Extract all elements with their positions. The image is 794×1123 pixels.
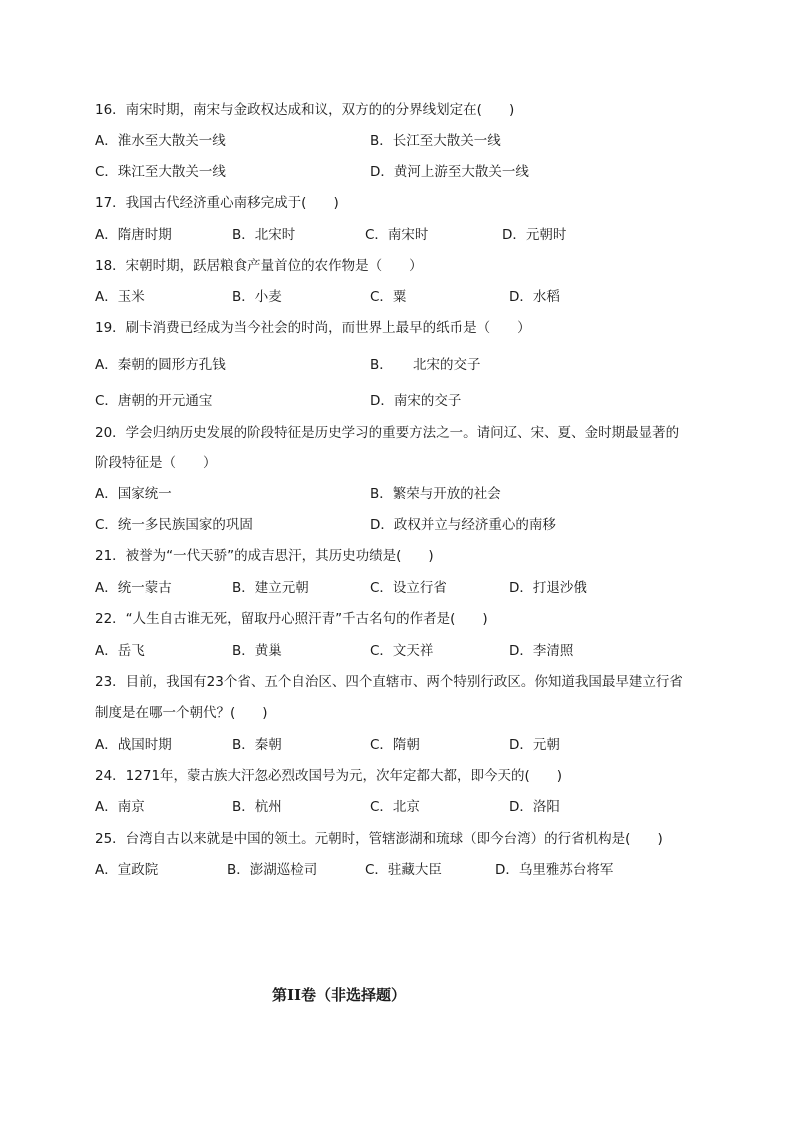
q25-option-c: C．驻藏大臣	[365, 862, 442, 878]
q24-option-a: A．南京	[95, 799, 145, 815]
q22-option-c: C．文天祥	[370, 643, 434, 659]
q18-option-a: A．玉米	[95, 289, 145, 305]
q19-option-d: D．南宋的交子	[370, 393, 462, 409]
q21-option-b: B．建立元朝	[232, 580, 309, 596]
q25-option-d: D．乌里雅苏台将军	[495, 862, 614, 878]
q25-option-b: B．澎湖巡检司	[227, 862, 318, 878]
q19-option-c: C．唐朝的开元通宝	[95, 393, 213, 409]
question-23-stem-line-1: 23．目前，我国有23个省、五个自治区、四个直辖市、两个特别行政区。你知道我国最早建立行省	[95, 674, 683, 690]
question-21-stem: 21．被誉为“一代天骄”的成吉思汗，其历史功绩是( )	[95, 548, 434, 564]
question-19-stem: 19．刷卡消费已经成为当今社会的时尚，而世界上最早的纸币是（ ）	[95, 320, 531, 336]
question-17-stem: 17．我国古代经济重心南移完成于( )	[95, 195, 339, 211]
q23-option-c: C．隋朝	[370, 737, 420, 753]
q23-option-b: B．秦朝	[232, 737, 282, 753]
q17-option-a: A．隋唐时期	[95, 227, 172, 243]
question-20-stem-line-2: 阶段特征是（ ）	[95, 455, 217, 471]
q25-option-a: A．宣政院	[95, 862, 159, 878]
q24-option-c: C．北京	[370, 799, 420, 815]
question-18-stem: 18．宋朝时期，跃居粮食产量首位的农作物是（ ）	[95, 258, 423, 274]
question-23-stem-line-2: 制度是在哪一个朝代？( )	[95, 705, 268, 721]
q19-option-a: A．秦朝的圆形方孔钱	[95, 357, 226, 373]
q21-option-d: D．打退沙俄	[509, 580, 587, 596]
q23-option-d: D．元朝	[509, 737, 560, 753]
q22-option-a: A．岳飞	[95, 643, 145, 659]
q18-option-d: D．水稻	[509, 289, 560, 305]
q20-option-c: C．统一多民族国家的巩固	[95, 517, 253, 533]
q17-option-b: B．北宋时	[232, 227, 296, 243]
q23-option-a: A．战国时期	[95, 737, 172, 753]
q19-option-b: B． 北宋的交子	[370, 357, 481, 373]
q16-option-d: D．黄河上游至大散关一线	[370, 164, 529, 180]
q16-option-b: B．长江至大散关一线	[370, 133, 501, 149]
question-16-stem: 16．南宋时期，南宋与金政权达成和议，双方的的分界线划定在( )	[95, 102, 515, 118]
q20-option-b: B．繁荣与开放的社会	[370, 486, 501, 502]
question-25-stem: 25．台湾自古以来就是中国的领土。元朝时，管辖澎湖和琉球（即今台湾）的行省机构是( )	[95, 831, 663, 847]
q18-option-b: B．小麦	[232, 289, 282, 305]
question-24-stem: 24．1271年，蒙古族大汗忽必烈改国号为元，次年定都大都，即今天的( )	[95, 768, 563, 784]
question-20-stem-line-1: 20．学会归纳历史发展的阶段特征是历史学习的重要方法之一。请问辽、宋、夏、金时期最显著的	[95, 425, 680, 441]
q20-option-a: A．国家统一	[95, 486, 172, 502]
q16-option-a: A．淮水至大散关一线	[95, 133, 226, 149]
q21-option-c: C．设立行省	[370, 580, 447, 596]
q24-option-b: B．杭州	[232, 799, 282, 815]
q18-option-c: C．粟	[370, 289, 407, 305]
section-title: 第II卷（非选择题）	[272, 986, 407, 1004]
q24-option-d: D．洛阳	[509, 799, 560, 815]
q20-option-d: D．政权并立与经济重心的南移	[370, 517, 556, 533]
q22-option-b: B．黄巢	[232, 643, 282, 659]
q17-option-c: C．南宋时	[365, 227, 429, 243]
q16-option-c: C．珠江至大散关一线	[95, 164, 226, 180]
q22-option-d: D．李清照	[509, 643, 574, 659]
q17-option-d: D．元朝时	[502, 227, 567, 243]
question-22-stem: 22．“人生自古谁无死，留取丹心照汗青”千古名句的作者是( )	[95, 611, 488, 627]
q21-option-a: A．统一蒙古	[95, 580, 172, 596]
